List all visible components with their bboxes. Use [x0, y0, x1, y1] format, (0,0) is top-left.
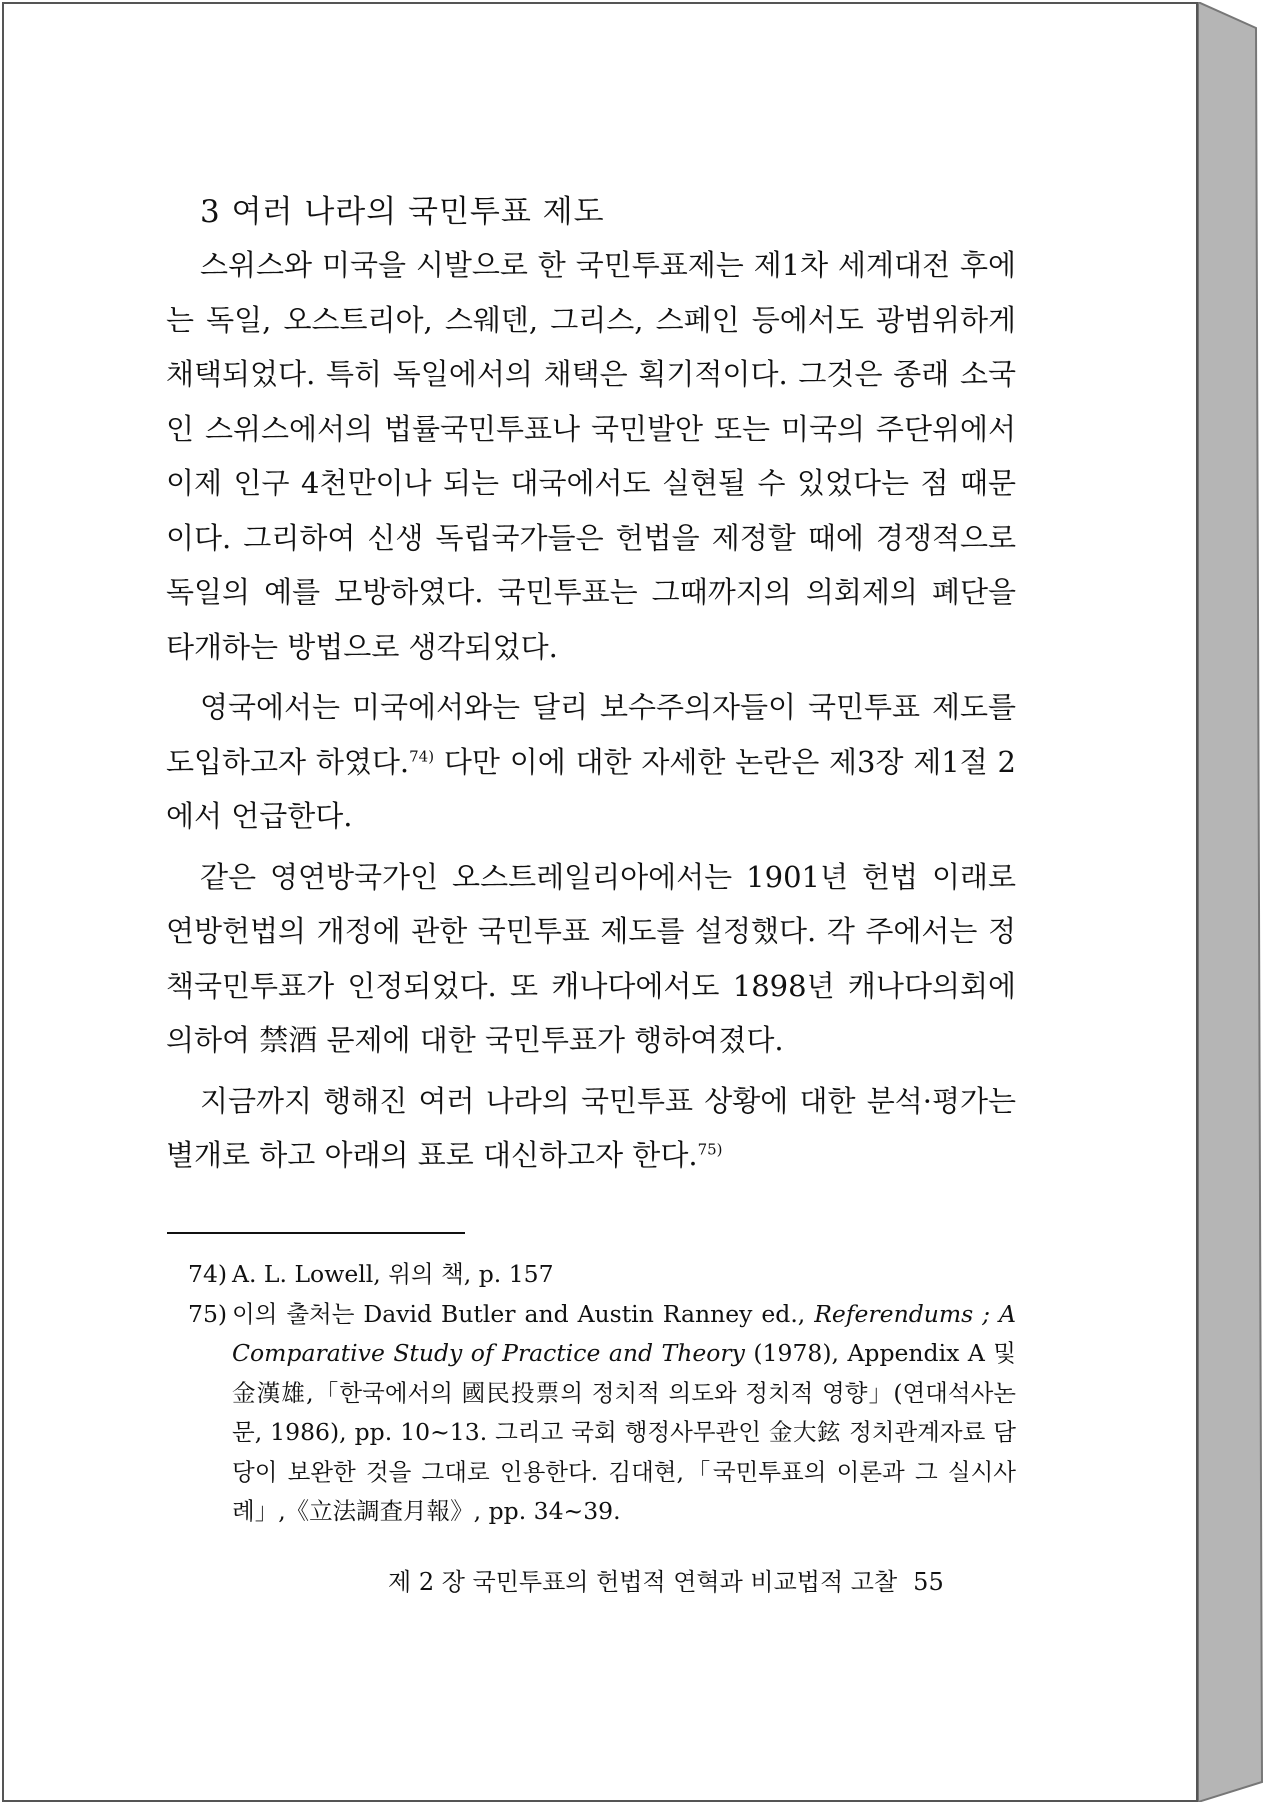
paragraph-4-text: 지금까지 행해진 여러 나라의 국민투표 상황에 대한 분석·평가는 별개로 하고 아래의 표로 대신하고자 한다.	[166, 1083, 1016, 1172]
main-text	[166, 178, 1016, 1189]
paragraph-2-text-cont: 다만 이에 대한 자세한 논란은 제3장 제1절 2에서 언급한다.	[166, 744, 1016, 833]
footnote-number: 75)	[188, 1299, 228, 1328]
footnote-text-part: 이의 출처는 David Butler and Austin Ranney ed.,	[232, 1299, 815, 1328]
footnote-number: 74)	[188, 1260, 228, 1288]
paragraph-2-text: 영국에서는 미국에서와는 달리 보수주의자들이 국민투표 제도를 도입하고자 하였다.	[166, 690, 1016, 779]
footnote-text: A. L. Lowell, 위의 책, p. 157	[232, 1260, 554, 1288]
footnote-ref-75: 75)	[697, 1140, 723, 1159]
footnotes	[188, 1255, 1016, 1532]
footnote-text	[232, 1295, 1016, 1532]
running-title: 제 2 장 국민투표의 헌법적 연혁과 비교법적 고찰	[388, 1568, 898, 1596]
paragraph-4	[166, 1074, 1016, 1183]
footnote-divider	[167, 1232, 465, 1234]
paragraph-1: 스위스와 미국을 시발으로 한 국민투표제는 제1차 세계대전 후에는 독일, 오스트리아, 스웨덴, 그리스, 스페인 등에서도 광범위하게 채택되었다. 특히 독일에서의 채택은 획기적이다. 그것은 종래 소국인 스위스에서의 법률국민투표나 국민발안 또는 미국의 주단위에서 이제 인구 4천만이나 되는 대국에서도 실현될 수 있었다는 점 때문이다. 그리하여 신생 독립국가들은 헌법을 제정할 때에 경쟁적으로 독일의 예를 모방하였다. 국민투표는 그때까지의 의회제의 폐단을 타개하는 방법으로 생각되었다.	[166, 248, 1016, 664]
footnote-75	[188, 1295, 1016, 1532]
footnote-ref-74: 74)	[409, 746, 435, 765]
footnote-text-part: (1978), Appendix A 및 金漢雄,「한국에서의 國民投票의 정치적 의도와 정치적 영향」(연대석사논문, 1986), pp. 10~13. 그리고 국회 행정사무관인 金大鉉 정치관계자료 담당이 보완한 것을 그대로 인용한다. 김대현,「국민투표의 이론과 그 실시사례」,《立法調査月報》, pp. 34~39.	[232, 1339, 1016, 1525]
section-heading: 3 여러 나라의 국민투표 제도	[200, 194, 605, 230]
page-number: 55	[913, 1568, 944, 1596]
page-side-shading	[1198, 2, 1266, 1802]
paragraph-3: 같은 영연방국가인 오스트레일리아에서는 1901년 헌법 이래로 연방헌법의 개정에 관한 국민투표 제도를 설정했다. 각 주에서는 정책국민투표가 인정되었다. 또 캐나다에서도 1898년 캐나다의회에 의하여 禁酒 문제에 대한 국민투표가 행하여졌다.	[166, 859, 1016, 1057]
paragraph-2	[166, 680, 1016, 844]
footnote-74	[188, 1255, 1016, 1295]
footnote-book-title: Referendums ; A Comparative Study of Practice and Theory	[232, 1299, 1016, 1367]
running-footer	[388, 1566, 988, 1598]
